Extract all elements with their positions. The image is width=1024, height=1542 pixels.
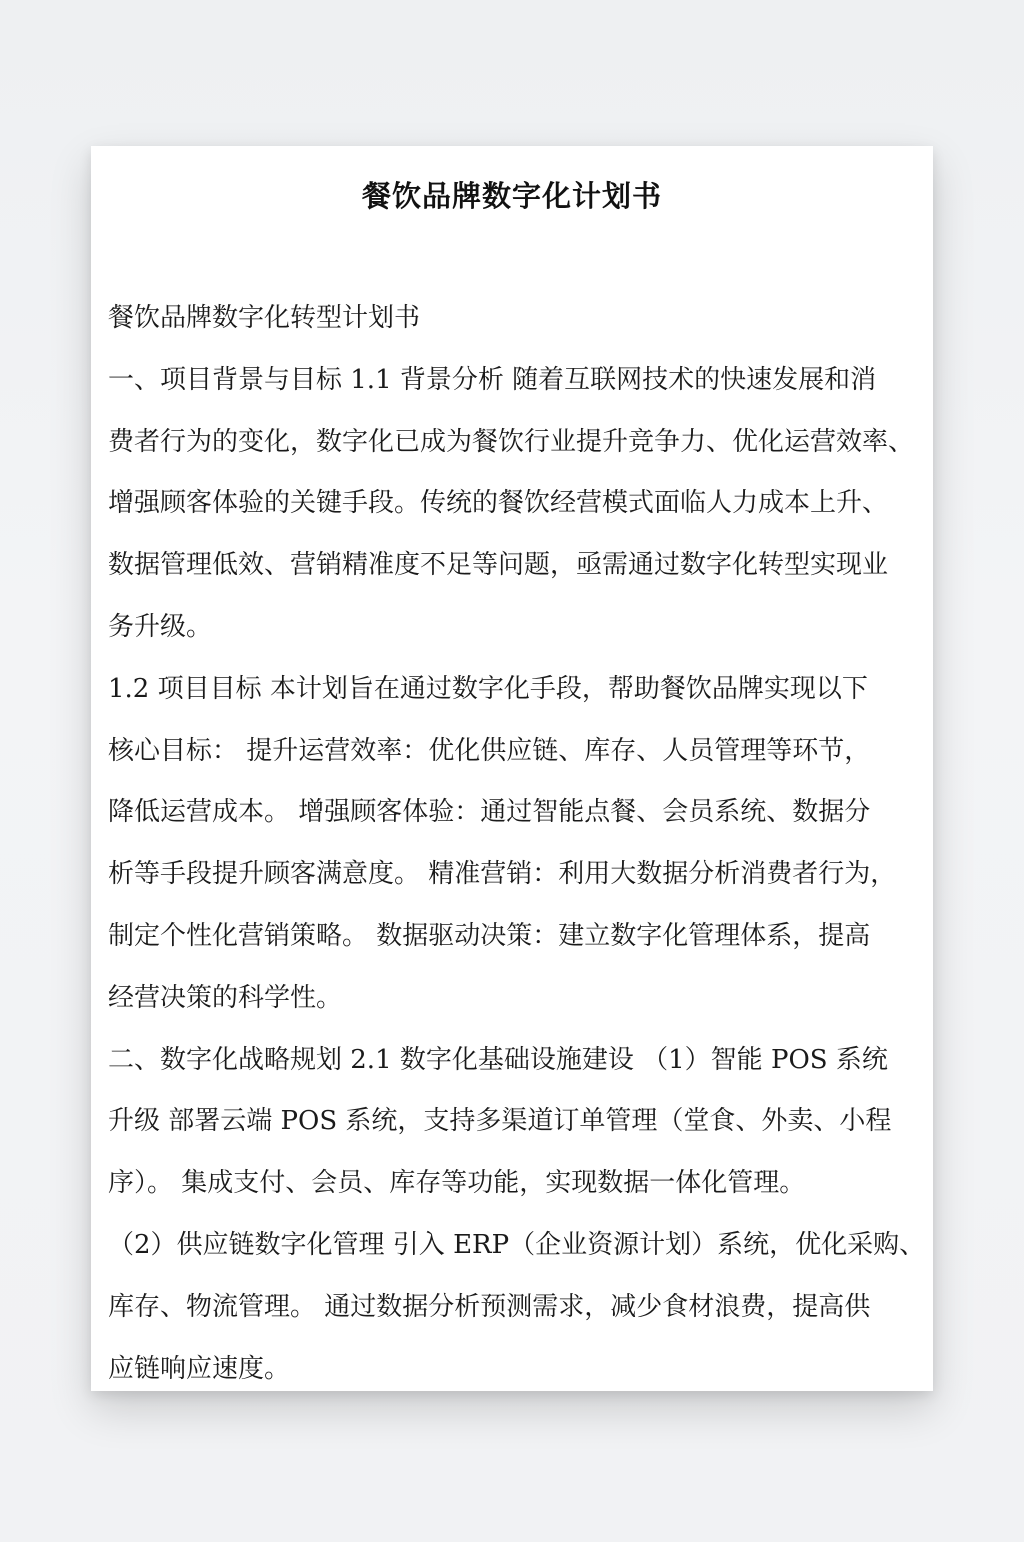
body-line: 析等手段提升顾客满意度。 精准营销：利用大数据分析消费者行为， [108, 859, 897, 890]
body-line: 库存、物流管理。 通过数据分析预测需求，减少食材浪费，提高供 [108, 1291, 871, 1322]
body-line: 一、项目背景与目标 1.1 背景分析 随着互联网技术的快速发展和消 [108, 364, 877, 395]
body-line: 费者行为的变化，数字化已成为餐饮行业提升竞争力、优化运营效率、 [108, 426, 915, 457]
body-line: 核心目标： 提升运营效率：优化供应链、库存、人员管理等环节， [108, 735, 871, 766]
body-line: （2）供应链数字化管理 引入 ERP（企业资源计划）系统，优化采购、 [108, 1229, 926, 1260]
body-line: 制定个性化营销策略。 数据驱动决策：建立数字化管理体系，提高 [108, 920, 871, 951]
body-line: 应链响应速度。 [108, 1353, 291, 1384]
body-line: 数据管理低效、营销精准度不足等问题，亟需通过数字化转型实现业 [108, 550, 889, 581]
body-line: 降低运营成本。 增强顾客体验：通过智能点餐、会员系统、数据分 [108, 797, 871, 828]
document-page [91, 146, 933, 1391]
document-title: 餐饮品牌数字化计划书 [361, 179, 662, 213]
document-body [108, 288, 933, 1391]
body-line: 升级 部署云端 POS 系统，支持多渠道订单管理（堂食、外卖、小程 [108, 1106, 892, 1137]
body-line: 序）。 集成支付、会员、库存等功能，实现数据一体化管理。 [108, 1168, 806, 1199]
body-line: 1.2 项目目标 本计划旨在通过数字化手段，帮助餐饮品牌实现以下 [108, 673, 868, 704]
body-line: 二、数字化战略规划 2.1 数字化基础设施建设 （1）智能 POS 系统 [108, 1044, 888, 1075]
body-line: 增强顾客体验的关键手段。传统的餐饮经营模式面临人力成本上升、 [108, 488, 889, 519]
body-line: 餐饮品牌数字化转型计划书 [108, 303, 421, 333]
body-line: 经营决策的科学性。 [108, 982, 343, 1013]
body-line: 务升级。 [108, 611, 213, 642]
